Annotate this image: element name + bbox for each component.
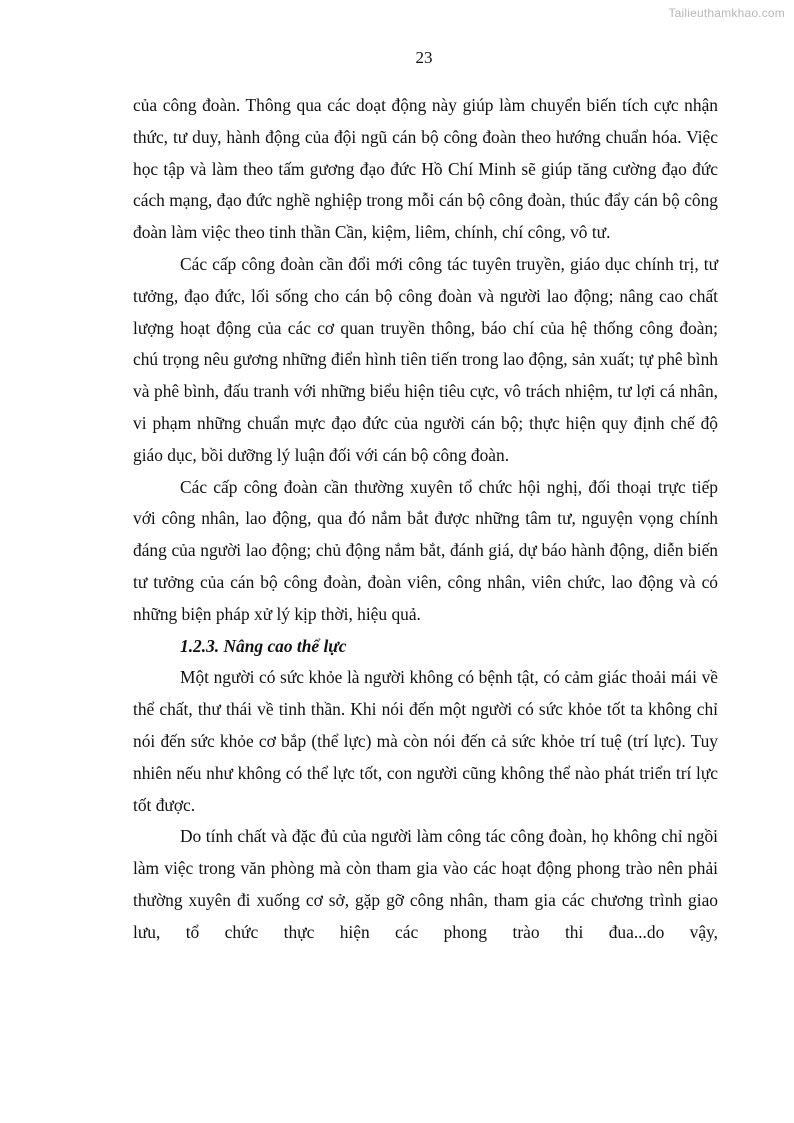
paragraph-continued: của công đoàn. Thông qua các doạt động này giúp làm chuyển biến tích cực nhận thức, tư duy, hành động của đội ngũ cán bộ công đoàn theo hướng chuẩn hóa. Việc học tập và làm theo tấm gương đạo đức Hồ Chí Minh sẽ giúp tăng cường đạo đức cách mạng, đạo đức nghề nghiệp trong mỗi cán bộ công đoàn, thúc đẩy cán bộ công đoàn làm việc theo tinh thần Cần, kiệm, liêm, chính, chí công, vô tư. bbox=[133, 95, 718, 243]
paragraph: Các cấp công đoàn cần đổi mới công tác tuyên truyền, giáo dục chính trị, tư tưởng, đạo đức, lối sống cho cán bộ công đoàn và người lao động; nâng cao chất lượng hoạt động của các cơ quan truyền thông, báo chí của hệ thống công đoàn; chú trọng nêu gương những điển hình tiên tiến trong lao động, sản xuất; tự phê bình và phê bình, đấu tranh với những biểu hiện tiêu cực, vô trách nhiệm, tư lợi cá nhân, vi phạm những chuẩn mực đạo đức của người cán bộ; thực hiện quy định chế độ giáo dục, bồi dưỡng lý luận đối với cán bộ công đoàn. bbox=[133, 253, 718, 465]
paragraph: Một người có sức khỏe là người không có bệnh tật, có cảm giác thoải mái về thể chất, thư thái về tinh thần. Khi nói đến một người có sức khỏe tốt ta không chỉ nói đến sức khỏe cơ bắp (thể lực) mà còn nói đến cả sức khỏe trí tuệ (trí lực). Tuy nhiên nếu như không có thể lực tốt, con người cũng không thể nào phát triển trí lực tốt được. bbox=[133, 667, 718, 815]
paragraph: Do tính chất và đặc đủ của người làm công tác công đoàn, họ không chỉ ngồi làm việc trong văn phòng mà còn tham gia vào các hoạt động phong trào nên phải thường xuyên đi xuống cơ sở, gặp gỡ công nhân, tham gia các chương trình giao lưu, tổ chức thực hiện các phong trào thi đua...do vậy, bbox=[133, 826, 718, 942]
paragraph: Các cấp công đoàn cần thường xuyên tổ chức hội nghị, đối thoại trực tiếp với công nhân, lao động, qua đó nắm bắt được những tâm tư, nguyện vọng chính đáng của người lao động; chủ động nắm bắt, đánh giá, dự báo hành động, diễn biến tư tưởng của cán bộ công đoàn, đoàn viên, công nhân, viên chức, lao động và có những biện pháp xử lý kịp thời, hiệu quả. bbox=[133, 476, 718, 624]
page-number: 23 bbox=[415, 48, 433, 67]
section-heading: 1.2.3. Nâng cao thể lực bbox=[180, 635, 347, 656]
watermark: Tailieuthamkhao.com bbox=[668, 6, 785, 20]
page-body bbox=[133, 90, 718, 949]
